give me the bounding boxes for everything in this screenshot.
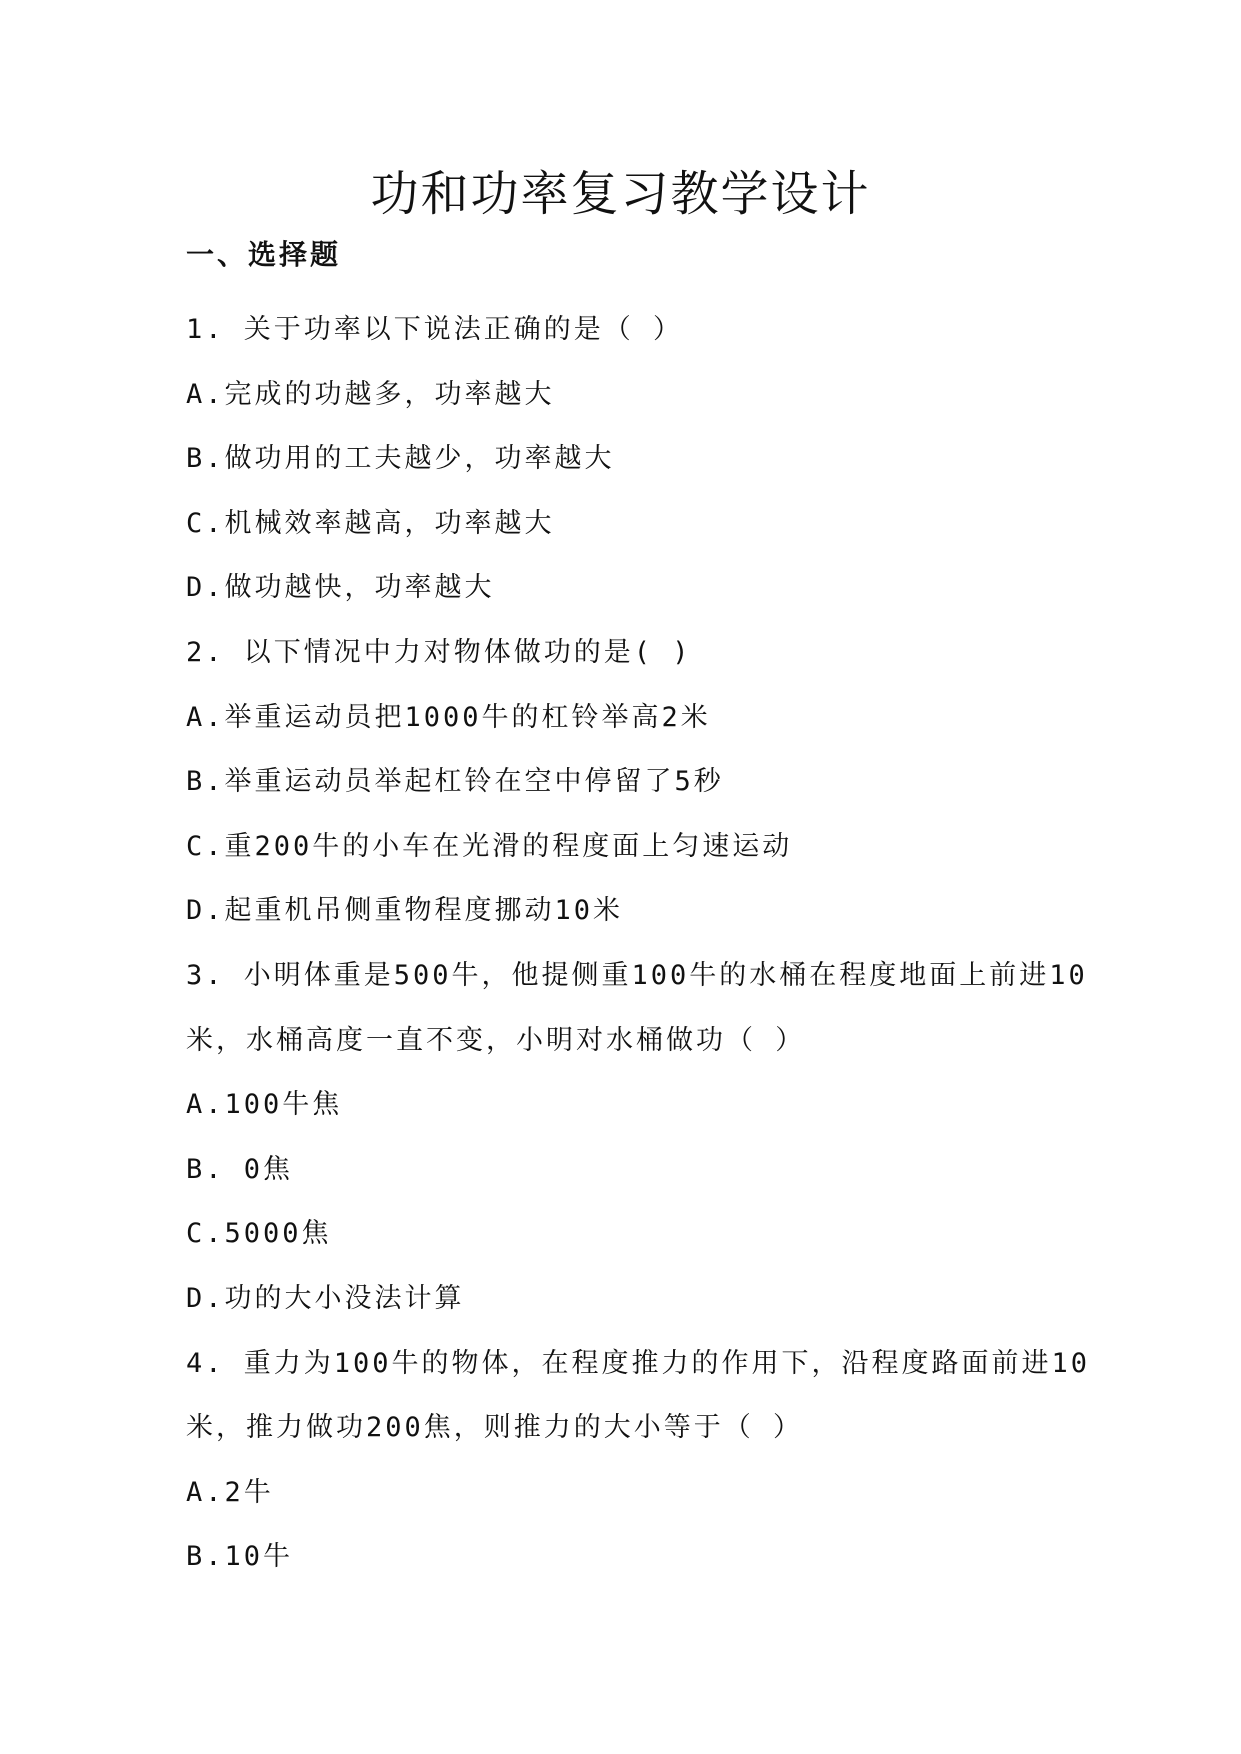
question-3-stem-line-1: 3. 小明体重是500牛，他提侧重100牛的水桶在程度地面上前进10	[186, 959, 1088, 991]
question-3-option-d: D.功的大小没法计算	[186, 1282, 465, 1314]
question-1-stem: 1. 关于功率以下说法正确的是（ ）	[186, 314, 684, 345]
question-2-option-b: B.举重运动员举起杠铃在空中停留了5秒	[186, 766, 724, 798]
question-3-option-c: C.5000焦	[186, 1218, 332, 1250]
page-title: 功和功率复习教学设计	[370, 166, 871, 222]
question-4-option-b: B.10牛	[186, 1541, 294, 1573]
question-2-stem: 2. 以下情况中力对物体做功的是( )	[186, 636, 692, 668]
question-4-option-a: A.2牛	[186, 1476, 274, 1508]
question-4-stem-line-1: 4. 重力为100牛的物体，在程度推力的作用下，沿程度路面前进10	[186, 1347, 1091, 1379]
question-1-option-d: D.做功越快，功率越大	[186, 572, 495, 604]
question-1-option-c: C.机械效率越高，功率越大	[186, 507, 555, 539]
question-2-option-a: A.举重运动员把1000牛的杠铃举高2米	[186, 701, 711, 733]
question-list	[186, 298, 1091, 1590]
question-3-option-b: B. 0焦	[186, 1153, 294, 1185]
section-heading: 一、选择题	[186, 238, 342, 271]
question-2-option-c: C.重200牛的小车在光滑的程度面上匀速运动	[186, 830, 793, 862]
question-1-option-a: A.完成的功越多，功率越大	[186, 378, 555, 410]
question-1-option-b: B.做功用的工夫越少，功率越大	[186, 443, 615, 475]
question-2-option-d: D.起重机吊侧重物程度挪动10米	[186, 895, 624, 927]
question-4-stem-line-2: 米，推力做功200焦，则推力的大小等于（ ）	[186, 1412, 804, 1444]
question-3-option-a: A.100牛焦	[186, 1089, 343, 1121]
question-3-stem-line-2: 米，水桶高度一直不变，小明对水桶做功（ ）	[186, 1024, 806, 1056]
